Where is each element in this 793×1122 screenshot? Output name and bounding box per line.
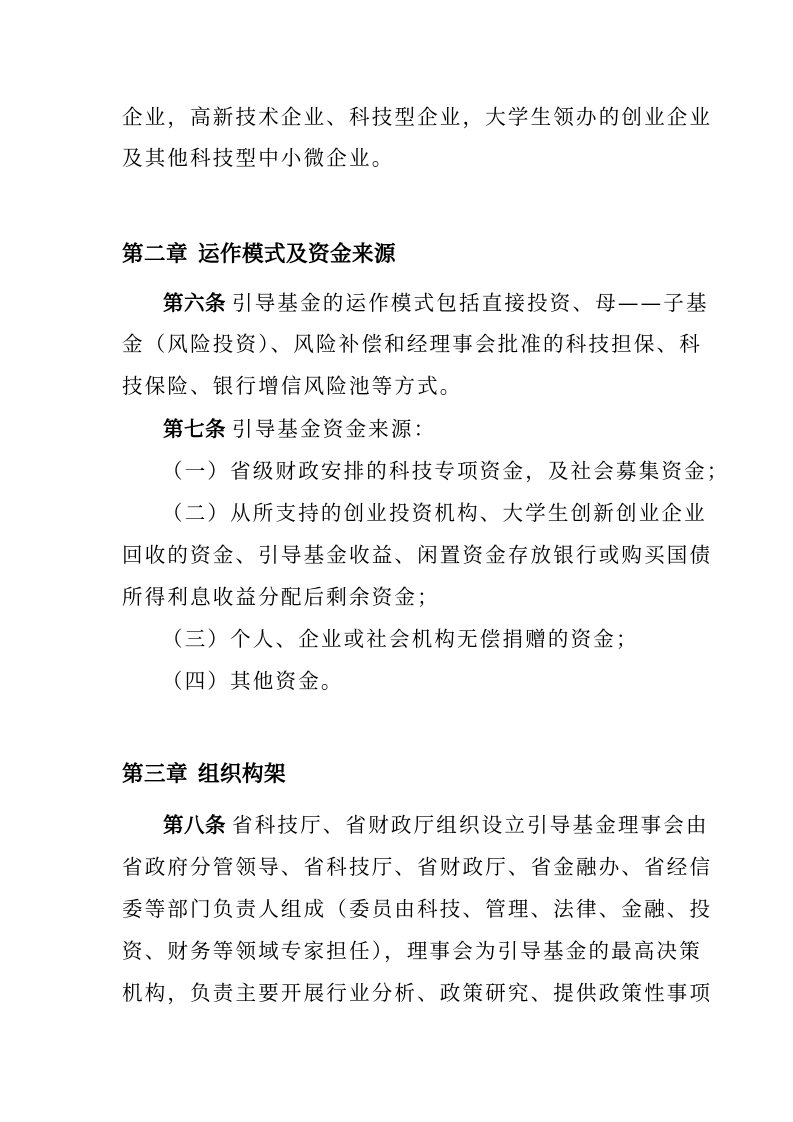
paragraph-line: 委等部门负责人组成（委员由科技、管理、法律、金融、投: [122, 897, 713, 921]
chapter-heading-3: [122, 760, 286, 790]
article-8-line: [163, 811, 709, 839]
paragraph-line: 回收的资金、引导基金收益、闲置资金存放银行或购买国债: [122, 543, 713, 567]
paragraph-line: 资、财务等领域专家担任），理事会为引导基金的最高决策: [122, 939, 702, 963]
article-label: 第七条: [163, 417, 226, 441]
list-item-1: （一）省级财政安排的科技专项资金，及社会募集资金；: [162, 459, 730, 483]
paragraph-line: 省政府分管领导、省科技厅、省财政厅、省金融办、省经信: [122, 855, 713, 879]
chapter-title: 运作模式及资金来源: [198, 242, 397, 267]
paragraph-line: 技保险、银行增信风险池等方式。: [122, 374, 463, 398]
paragraph-line: 金（风险投资）、风险补偿和经理事会批准的科技担保、科: [122, 332, 702, 356]
chapter-label: 第二章: [122, 242, 189, 267]
article-label: 第八条: [163, 813, 226, 837]
article-text: 引导基金的运作模式包括直接投资、母——子基: [232, 291, 709, 315]
paragraph-line: 企业，高新技术企业、科技型企业，大学生领办的创业企业: [122, 105, 713, 129]
chapter-title: 组织构架: [198, 762, 287, 787]
paragraph-line: 所得利息收益分配后剩余资金；: [122, 585, 440, 609]
article-label: 第六条: [163, 291, 226, 315]
paragraph-line: 机构，负责主要开展行业分析、政策研究、提供政策性事项: [122, 981, 713, 1005]
list-item-4: （四）其他资金。: [162, 669, 344, 693]
chapter-heading-2: [122, 240, 396, 270]
article-6-line: [163, 289, 709, 317]
list-item-3: （三）个人、企业或社会机构无偿捐赠的资金；: [162, 627, 639, 651]
article-7-line: [163, 415, 683, 443]
paragraph-line: 及其他科技型中小微企业。: [122, 146, 395, 170]
article-text: 引导基金资金来源：: [232, 417, 437, 441]
chapter-label: 第三章: [122, 762, 189, 787]
article-text: 省科技厅、省财政厅组织设立引导基金理事会由: [232, 813, 709, 837]
list-item-2: （二）从所支持的创业投资机构、大学生创新创业企业: [162, 501, 707, 525]
